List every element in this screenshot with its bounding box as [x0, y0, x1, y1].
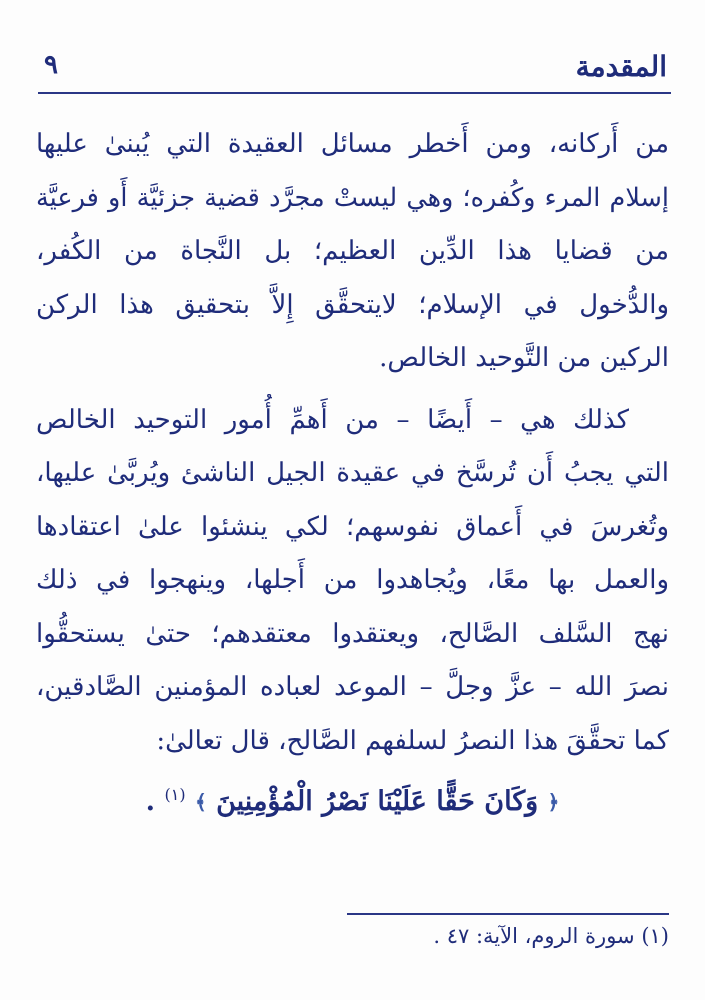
- text-line: كما تحقَّقَ هذا النصرُ لسلفهم الصَّالح، قال تعالىٰ:: [156, 725, 669, 756]
- text-line: والدُّخول في الإسلام؛ لايتحقَّق إِلاَّ بتحقيق هذا الركن: [36, 289, 669, 320]
- text-line: التي يجبُ أَن تُرسَّخ في عقيدة الجيل الناشئ ويُربَّىٰ عليها،: [36, 458, 669, 488]
- text-line: من أَركانه، ومن أَخطر مسائل العقيدة التي يُبنىٰ عليها: [36, 129, 669, 159]
- text-line: نهج السَّلف الصَّالح، ويعتقدوا معتقدهم؛ حتىٰ يستحقُّوا: [36, 618, 669, 649]
- text-line: وتُغرسَ في أَعماق نفوسهم؛ لكي ينشئوا علىٰ اعتقادها: [36, 511, 669, 542]
- body-text: [36, 118, 669, 822]
- text-line: نصرَ الله – عزَّ وجلَّ – الموعد لعباده المؤمنين الصَّادقين،: [36, 672, 669, 702]
- text-line: كذلك هي – أَيضًا – من أَهمِّ أُمور التوحيد الخالص: [36, 404, 629, 435]
- text-line: من قضايا هذا الدِّين العظيم؛ بل النَّجاة من الكُفر،: [36, 236, 669, 266]
- paragraph: [36, 118, 669, 386]
- chapter-title: المقدمة: [575, 50, 667, 83]
- verse-end-mark: .: [145, 786, 156, 817]
- paragraph-gap: [36, 386, 669, 394]
- footnote-divider: [347, 913, 669, 915]
- page-number: ٩: [44, 50, 58, 80]
- verse-text: وَكَانَ حَقًّا عَلَيْنَا نَصْرُ الْمُؤْمِنِينَ: [216, 786, 539, 817]
- verse-close-ornament-icon: ﴾: [194, 789, 207, 814]
- text-line: إسلام المرء وكُفره؛ وهي ليستْ مجرَّد قضية جزئيَّة أَو فرعيَّة: [36, 182, 669, 213]
- header-divider: [38, 92, 671, 94]
- quran-verse: [36, 768, 669, 822]
- text-line: والعمل بها معًا، ويُجاهدوا من أَجلها، وينهجوا في ذلك: [36, 565, 669, 595]
- footnote: (١) سورة الروم، الآية: ٤٧ .: [433, 924, 669, 948]
- verse-open-ornament-icon: ﴿: [547, 789, 560, 814]
- paragraph: [36, 394, 669, 769]
- text-line: الركين من التَّوحيد الخالص.: [379, 343, 669, 373]
- footnote-reference[interactable]: (١): [164, 785, 186, 804]
